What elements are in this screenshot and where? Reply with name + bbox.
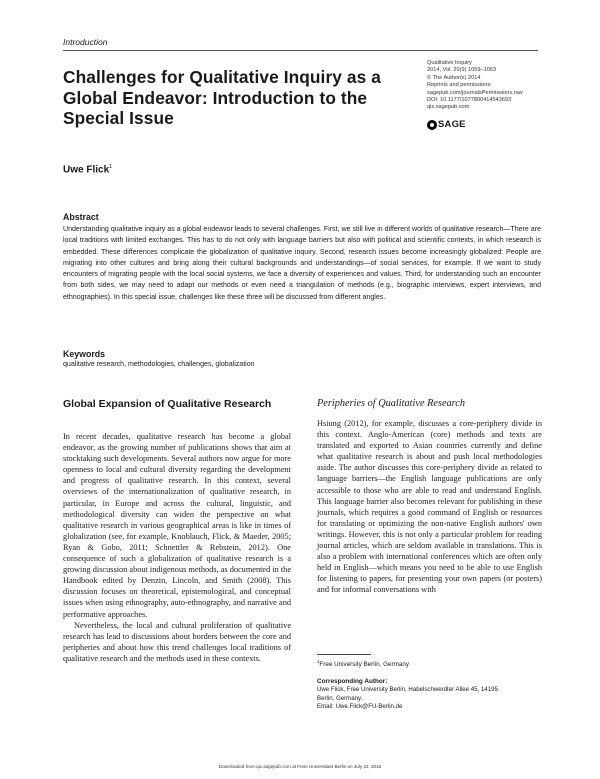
author-affiliation	[317, 659, 409, 668]
journal-copyright: © The Author(s) 2014	[427, 74, 481, 81]
corresponding-address: Uwe Flick, Free University Berlin, Habelschwerdter Allee 45, 14195	[317, 686, 498, 693]
section-heading-global-expansion: Global Expansion of Qualitative Research	[63, 398, 272, 410]
author-line	[63, 164, 112, 175]
abstract-heading: Abstract	[63, 212, 99, 222]
journal-volume: 2014, Vol. 20(9) 1059–1063	[427, 67, 497, 74]
corresponding-author-heading: Corresponding Author:	[317, 678, 388, 685]
download-note: Downloaded from qix.sagepub.com at Freie Universitaet Berlin on July 22, 2015	[218, 764, 382, 769]
body-paragraph: Nevertheless, the local and cultural proliferation of qualitative research has lead to discussions about borders between the core and peripheries and about how this trend challenges local traditions of qualitative research and the methods used in these contexts.	[63, 620, 291, 663]
left-column-body	[63, 431, 291, 664]
journal-permissions-link[interactable]: sagepub.com/journalsPermissions.nav	[427, 89, 523, 96]
keywords-heading: Keywords	[63, 349, 106, 359]
corresponding-email[interactable]: Email: Uwe.Flick@FU-Berlin.de	[317, 703, 403, 711]
section-label: Introduction	[63, 37, 108, 47]
journal-name: Qualitative Inquiry	[427, 60, 472, 66]
sage-logo-text: SAGE	[438, 119, 466, 130]
abstract-text: Understanding qualitative inquiry as a global endeavor leads to several challenges. First, we still live in different worlds of qualitative research—There are local traditions with limited exchanges. This has to do not only with language barriers but also with political and scientific contexts, in which research is embedded. These differences complicate the globalization of qualitative inquiry. Second, research issues become increasingly globalized: People are migrating into other cultures and bring along their cultural backgrounds and understandings—of social services, for example. If we want to study encounters of migrating people with the local social systems, we face a diversity of experiences and values. Third, for understanding such an encounter from both sides, we may need to adapt our methods or even need a triangulation of methods (e.g., biographic interviews, expert interviews, and ethnographies). In this special issue, challenges like these three will be discussed from different angles.	[63, 226, 541, 301]
journal-site-link[interactable]: qix.sagepub.com	[427, 104, 470, 111]
section-heading-peripheries: Peripheries of Qualitative Research	[317, 398, 466, 409]
sage-logo-icon	[427, 120, 437, 130]
affiliation-text: Free University Berlin, Germany	[319, 661, 409, 669]
article-title: Challenges for Qualitative Inquiry as a Global Endeavor: Introduction to the Special Issue	[63, 67, 381, 128]
journal-meta	[427, 60, 523, 112]
corresponding-city: Berlin, Germany.	[317, 694, 363, 702]
corresponding-author-details	[317, 686, 542, 712]
footnote-rule	[317, 654, 371, 655]
header-rule	[63, 50, 538, 51]
journal-doi: DOI: 10.1177/1077800414543693	[427, 97, 512, 104]
sage-logo	[427, 119, 466, 130]
affiliation-marker: 1	[317, 659, 320, 664]
author-affiliation-marker: 1	[109, 164, 113, 170]
author-name: Uwe Flick	[63, 164, 110, 176]
journal-reprints: Reprints and permissions:	[427, 82, 492, 89]
keywords-text: qualitative research, methodologies, challenges, globalization	[63, 361, 255, 368]
right-column-body: Hsiung (2012), for example, discusses a core-periphery divide in this context. Anglo-American (core) methods and texts are translated and exported to Asian countries currently and define what qualitative research is about and push local methodologies aside. The author discusses this core-periphery divide as related to language barriers—the English language publications are only accessible to those who are able to read and understand English. This language barrier also becomes relevant for publishing in these journals, which requires a good command of English or resources for translating or optimizing the non-native English authors' own writings. However, this is not only a particular problem for reading journal articles, which are seldom available in translations. This is also a problem with international conferences which are often only held in English—which means you need to be able to use English for listening to papers, for presenting your own papers (or posters) and for informal conversations with	[317, 419, 542, 595]
body-paragraph: In recent decades, qualitative research has become a global endeavor, as the growing number of publications shows that aim at stocktaking such developments. Several authors now argue for more openness to local and cultural diversity regarding the development and progress of qualitative research. In this context, several overviews of the internationalization of qualitative research, in particular, in Europe and across the cultural, linguistic, and methodological diversity can widen the perspective on what qualitative research in various geographical areas is like in times of globalization (see, for example, Knoblauch, Flick, & Maeder, 2005; Ryan & Gobo, 2011; Schnettler & Rebstein, 2012). One consequence of such a globalization of qualitative research is a growing discussion about indigenous methods, as documented in the Handbook edited by Denzin, Lincoln, and Smith (2008). This discussion focuses on theoretical, epistemological, and conceptual issues when using ethnography, auto-ethnography, and narrative and performative approaches.	[63, 432, 291, 619]
